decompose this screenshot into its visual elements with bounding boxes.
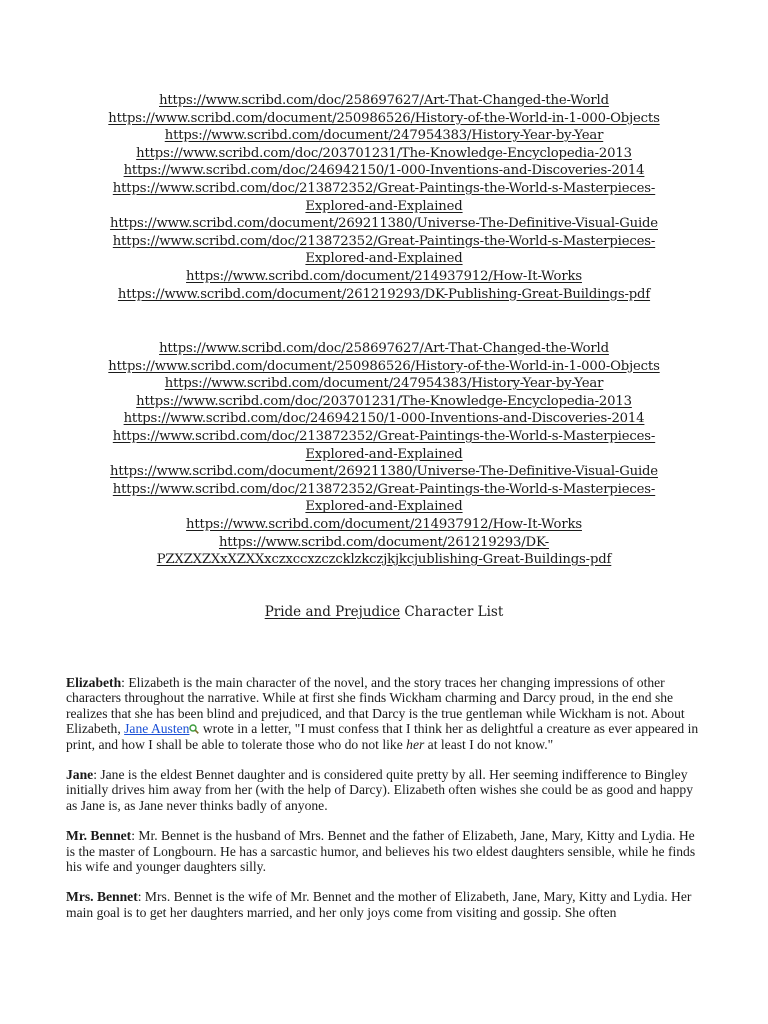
link-line[interactable]: Explored-and-Explained [305,446,463,462]
link-line[interactable]: https://www.scribd.com/document/247954383/History-Year-by-Year [164,128,604,144]
character-name: Elizabeth [66,675,122,690]
character-text: : Mr. Bennet is the husband of Mrs. Bennet and the father of Elizabeth, Jane, Mary, Kitty and Lydia. He is the master of Longbourn. He has a sarcastic humor, and believes his two eldest daughters sensible, while he finds his wife and younger daughters silly. [66,828,696,875]
link-line[interactable]: https://www.scribd.com/doc/203701231/The-Knowledge-Encyclopedia-2013 [136,393,632,409]
link-line[interactable]: Explored-and-Explained [305,198,463,214]
character-text: : Mrs. Bennet is the wife of Mr. Bennet and the mother of Elizabeth, Jane, Mary, Kitty and Lydia. Her main goal is to get her daughters married, and her only joys come from visiting and gossip. She often [66,889,692,920]
link-line[interactable]: https://www.scribd.com/document/214937912/How-It-Works [186,516,582,532]
character-name: Mrs. Bennet [66,889,138,905]
character-entry-mr-bennet [66,828,706,874]
link-line[interactable]: https://www.scribd.com/doc/213872352/Great-Paintings-the-World-s-Masterpieces- [112,481,656,497]
character-text: at least I do not know." [424,736,554,752]
character-entry-elizabeth [66,675,706,752]
link-line[interactable]: https://www.scribd.com/doc/213872352/Great-Paintings-the-World-s-Masterpieces- [112,180,656,196]
link-line[interactable]: https://www.scribd.com/doc/213872352/Great-Paintings-the-World-s-Masterpieces- [112,233,656,249]
page-title [0,604,768,620]
link-line[interactable]: https://www.scribd.com/doc/246942150/1-000-Inventions-and-Discoveries-2014 [123,411,645,427]
links-block-1 [40,92,728,303]
title-underlined: Pride and Prejudice [264,604,401,620]
character-name: Mr. Bennet [66,828,132,844]
link-line[interactable]: Explored-and-Explained [305,251,463,267]
link-line[interactable]: https://www.scribd.com/document/250986526/History-of-the-World-in-1-000-Objects [108,110,660,126]
character-text: : Jane is the eldest Bennet daughter and is considered quite pretty by all. Her seeming indifference to Bingley initially drives him away from her (with the help of Darcy). Elizabeth often wishes she could be as good and happy as Jane is, as Jane never thinks badly of anyone. [66,767,694,813]
link-line[interactable]: Explored-and-Explained [305,499,463,515]
character-text: wrote in a letter, "I must confess that I think her as delightful a creature as ever appeared in print, and how I shall be able to tolerate those who do not like [66,721,699,752]
links-block-2 [40,340,728,569]
character-entry-jane [66,767,706,813]
magnifier-icon[interactable] [189,724,199,734]
character-list [66,675,706,935]
link-line[interactable]: https://www.scribd.com/document/261219293/DK-Publishing-Great-Buildings-pdf [117,286,651,302]
italic-text: her [406,736,425,752]
title-rest: Character List [400,604,504,620]
link-line[interactable]: https://www.scribd.com/doc/203701231/The-Knowledge-Encyclopedia-2013 [136,145,632,161]
character-text: : Elizabeth is the main character of the novel, and the story traces her changing impressions of other characters throughout the narrative. While at first she finds Wickham charming and Darcy proud, in the end she realizes that she has been blind and prejudiced, and that Darcy is the true gentleman while Wickham is not. About Elizabeth, [66,675,685,737]
link-line[interactable]: https://www.scribd.com/doc/258697627/Art-That-Changed-the-World [159,93,609,108]
link-line[interactable]: https://www.scribd.com/doc/258697627/Art-That-Changed-the-World [159,341,609,356]
link-line[interactable]: https://www.scribd.com/document/269211380/Universe-The-Definitive-Visual-Guide [110,216,658,232]
link-line[interactable]: https://www.scribd.com/document/261219293/DK- [218,534,550,550]
author-link[interactable]: Jane Austen [124,721,190,737]
link-line[interactable]: PZXZXZXxXZXXxczxccxzczcklzkczjkjkcjublishing-Great-Buildings-pdf [156,552,612,568]
character-entry-mrs-bennet [66,889,706,920]
link-line[interactable]: https://www.scribd.com/document/269211380/Universe-The-Definitive-Visual-Guide [110,464,658,480]
link-line[interactable]: https://www.scribd.com/document/214937912/How-It-Works [186,268,582,284]
link-line[interactable]: https://www.scribd.com/document/250986526/History-of-the-World-in-1-000-Objects [108,358,660,374]
link-line[interactable]: https://www.scribd.com/doc/246942150/1-000-Inventions-and-Discoveries-2014 [123,163,645,179]
link-line[interactable]: https://www.scribd.com/doc/213872352/Great-Paintings-the-World-s-Masterpieces- [112,428,656,444]
character-name: Jane [66,767,94,783]
link-line[interactable]: https://www.scribd.com/document/247954383/History-Year-by-Year [164,376,604,392]
